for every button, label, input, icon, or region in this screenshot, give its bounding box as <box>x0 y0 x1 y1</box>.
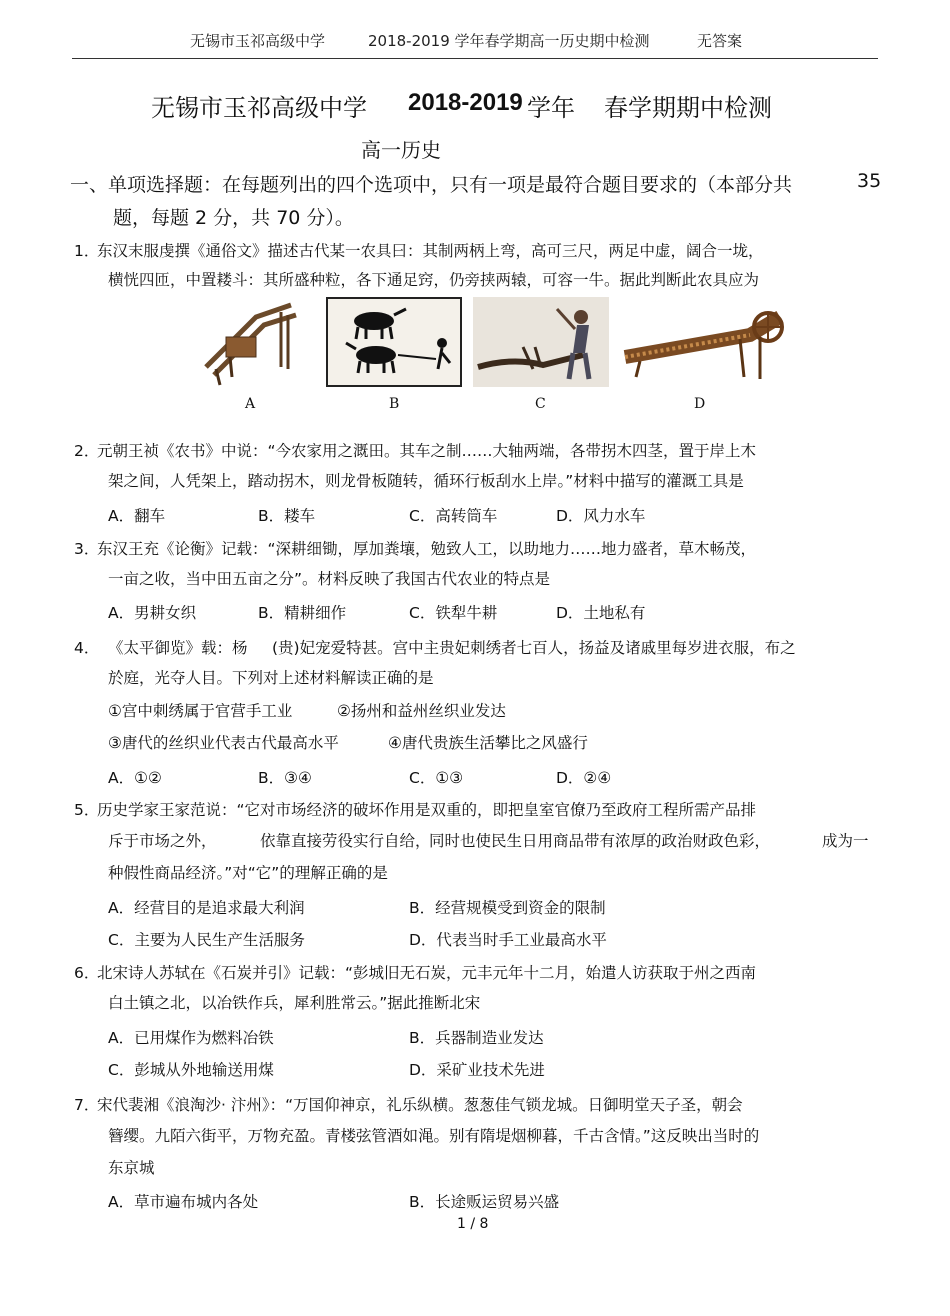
image-d-square-pallet-chain-pump <box>620 297 785 387</box>
q7-line3: 东京城 <box>108 1159 155 1177</box>
q4-item-1: ①宫中刺绣属于官营手工业 <box>108 702 293 720</box>
q2-option-c: C．高转筒车 <box>409 507 498 525</box>
image-c-man-with-plow <box>473 297 609 387</box>
q3-option-a: A．男耕女织 <box>108 604 197 622</box>
q1-line2: 横恍四匝，中置耧斗：其所盛种粒，各下通足窍，仍旁挟两辕，可容一牛。据此判断此农具应为 <box>108 271 760 289</box>
q6-option-a: A．已用煤作为燃料冶铁 <box>108 1029 274 1047</box>
header-note: 无答案 <box>697 32 743 50</box>
q4-option-d: D．②④ <box>556 769 612 787</box>
q3-line1: 东汉王充《论衡》记载：“深耕细锄，厚加粪壤，勉致人工，以助地力……地力盛者，草木畅茂， <box>97 540 757 558</box>
q1-number: 1． <box>74 242 100 260</box>
header-term: 2018-2019 学年春学期高一历史期中检测 <box>368 32 650 50</box>
title-school: 无锡市玉祁高级中学 <box>151 94 367 122</box>
q2-option-d: D．风力水车 <box>556 507 646 525</box>
q6-line2: 白土镇之北，以冶铁作兵，犀利胜常云。”据此推断北宋 <box>108 994 481 1012</box>
q5-option-b: B．经营规模受到资金的限制 <box>409 899 606 917</box>
q4-option-b: B．③④ <box>258 769 312 787</box>
q3-option-c: C．铁犁牛耕 <box>409 604 498 622</box>
image-c-label: C <box>535 396 546 412</box>
q2-option-a: A．翻车 <box>108 507 166 525</box>
image-b-label: B <box>389 396 400 412</box>
q5-line2d: 成为一 <box>822 832 869 850</box>
page-number: 1 / 8 <box>457 1216 489 1232</box>
q4-item-2: ②扬州和益州丝织业发达 <box>337 702 506 720</box>
q5-line2a: 斥于市场之外， <box>108 832 217 850</box>
q4-option-c: C．①③ <box>409 769 464 787</box>
q2-option-b: B．耧车 <box>258 507 316 525</box>
q5-line3: 种假性商品经济。”对“它”的理解正确的是 <box>108 864 388 882</box>
title-year-suffix: 学年 <box>527 94 575 122</box>
header-school: 无锡市玉祁高级中学 <box>190 32 326 50</box>
q5-line1: 历史学家王家范说：“它对市场经济的破坏作用是双重的，即把皇室官僚乃至政府工程所需产品排 <box>97 801 757 819</box>
q4-item-3: ③唐代的丝织业代表古代最高水平 <box>108 734 339 752</box>
q4-line2: 於庭，光夺人目。下列对上述材料解读正确的是 <box>108 669 434 687</box>
q3-line2: 一亩之收，当中田五亩之分”。材料反映了我国古代农业的特点是 <box>108 570 551 588</box>
q7-line1: 宋代裴湘《浪淘沙· 汴州》：“万国仰神京，礼乐纵横。葱葱佳气锁龙城。日御明堂天子圣，朝会 <box>97 1096 743 1114</box>
q5-option-d: D．代表当时手工业最高水平 <box>409 931 607 949</box>
q4-item-4: ④唐代贵族生活攀比之风盛行 <box>388 734 588 752</box>
section1-line2: 题，每题 2 分，共 70 分）。 <box>113 207 354 229</box>
image-b-ox-plowing-mural <box>326 297 462 387</box>
q2-number: 2． <box>74 442 100 460</box>
q7-option-a: A．草市遍布城内各处 <box>108 1193 259 1211</box>
q5-line2c: 同时也使民生日用商品带有浓厚的政治财政色彩， <box>429 832 771 850</box>
q5-line2b: 依靠直接劳役实行自给， <box>260 832 431 850</box>
q5-option-c: C．主要为人民生产生活服务 <box>108 931 305 949</box>
q6-option-d: D．采矿业技术先进 <box>409 1061 545 1079</box>
q3-option-b: B．精耕细作 <box>258 604 347 622</box>
image-a-label: A <box>245 396 256 412</box>
title-year <box>408 88 523 117</box>
q3-number: 3． <box>74 540 100 558</box>
q1-line1: 东汉末服虔撰《通俗文》描述古代某一农具曰：其制两柄上弯，高可三尺，两足中虚，阔合一垅， <box>97 242 764 260</box>
title-year-number: 2018-2019 <box>408 89 523 116</box>
q4-line1a: 《太平御览》载：杨 <box>108 639 248 657</box>
q6-number: 6． <box>74 964 100 982</box>
q7-line2: 簪缨。九陌六街平，万物充盈。青楼弦管酒如渑。别有隋堤烟柳暮，千古含情。”这反映出当时的 <box>108 1127 760 1145</box>
image-a-seed-drill <box>196 297 301 387</box>
q4-number: 4． <box>74 639 100 657</box>
section1-line1: 一、单项选择题：在每题列出的四个选项中，只有一项是最符合题目要求的（本部分共 <box>70 174 793 196</box>
q4-option-a: A．①② <box>108 769 162 787</box>
section1-count: 35 <box>857 170 882 192</box>
q5-number: 5． <box>74 801 100 819</box>
q6-line1: 北宋诗人苏轼在《石炭并引》记载：“彭城旧无石炭，元丰元年十二月，始遣人访获取于州之西南 <box>97 964 757 982</box>
q5-option-a: A．经营目的是追求最大利润 <box>108 899 305 917</box>
q2-line1: 元朝王祯《农书》中说：“今农家用之溉田。其车之制……大轴两端，各带拐木四茎，置于岸上木 <box>97 442 757 460</box>
q7-option-b: B．长途贩运贸易兴盛 <box>409 1193 560 1211</box>
title-subject: 高一历史 <box>361 138 441 162</box>
q3-option-d: D．土地私有 <box>556 604 646 622</box>
q2-line2: 架之间，人凭架上，踏动拐木，则龙骨板随转，循环行板刮水上岸。”材料中描写的灌溉工具是 <box>108 472 744 490</box>
title-exam: 春学期期中检测 <box>604 94 772 122</box>
q6-option-c: C．彭城从外地输送用煤 <box>108 1061 274 1079</box>
q6-option-b: B．兵器制造业发达 <box>409 1029 544 1047</box>
header-rule <box>72 58 878 59</box>
q4-line1b: (贵)妃宠爱特甚。宫中主贵妃刺绣者七百人，扬益及诸戚里每岁进衣服，布之 <box>272 639 796 657</box>
q7-number: 7． <box>74 1096 100 1114</box>
image-d-label: D <box>694 396 706 412</box>
